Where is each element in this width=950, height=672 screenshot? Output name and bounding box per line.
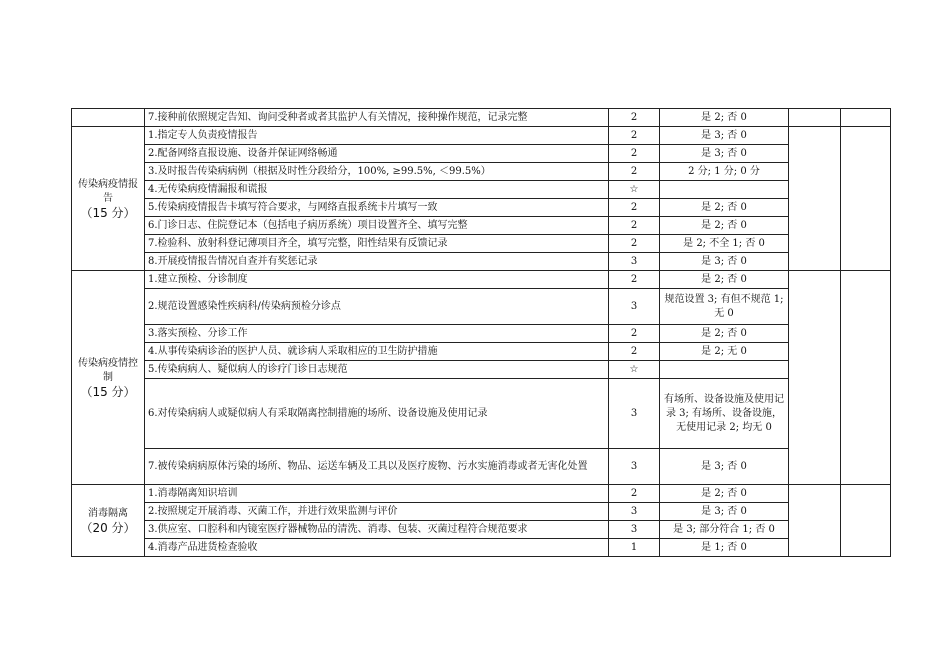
rule-cell: 是 2; 无 0 xyxy=(660,343,789,361)
score-cell: 3 xyxy=(609,289,660,325)
rule-cell: 是 2; 否 0 xyxy=(660,217,789,235)
table-row xyxy=(72,521,891,539)
score-cell: 3 xyxy=(609,379,660,449)
rule-cell: 是 3; 否 0 xyxy=(660,253,789,271)
score-cell: 2 xyxy=(609,343,660,361)
score-cell: 2 xyxy=(609,271,660,289)
rule-cell: 是 2; 否 0 xyxy=(660,325,789,343)
rule-cell: 是 2; 不全 1; 否 0 xyxy=(660,235,789,253)
rule-cell: 是 3; 否 0 xyxy=(660,145,789,163)
item-text: 7.接种前依照规定告知、询问受种者或者其监护人有关情况，接种操作规范，记录完整 xyxy=(145,109,609,127)
blank-cell xyxy=(841,127,891,271)
table-row xyxy=(72,379,891,449)
table-row xyxy=(72,271,891,289)
table-row xyxy=(72,145,891,163)
table-row xyxy=(72,199,891,217)
item-text: 3.落实预检、分诊工作 xyxy=(145,325,609,343)
item-text: 1.建立预检、分诊制度 xyxy=(145,271,609,289)
rule-cell: 是 3; 否 0 xyxy=(660,503,789,521)
table-row xyxy=(72,163,891,181)
score-cell: 2 xyxy=(609,325,660,343)
item-text: 5.传染病疫情报告卡填写符合要求，与网络直报系统卡片填写一致 xyxy=(145,199,609,217)
blank-cell xyxy=(841,109,891,127)
category-title: 传染病疫情报告 xyxy=(78,178,138,204)
score-cell: 2 xyxy=(609,199,660,217)
score-cell: 3 xyxy=(609,449,660,485)
score-cell: 1 xyxy=(609,539,660,557)
rule-cell: 是 2; 否 0 xyxy=(660,485,789,503)
rule-cell: 是 2; 否 0 xyxy=(660,109,789,127)
evaluation-table xyxy=(71,108,891,557)
rule-cell xyxy=(660,181,789,199)
score-cell: ☆ xyxy=(609,181,660,199)
score-cell: 2 xyxy=(609,163,660,181)
table-row xyxy=(72,485,891,503)
item-text: 6.门诊日志、住院登记本（包括电子病历系统）项目设置齐全、填写完整 xyxy=(145,217,609,235)
score-cell: 2 xyxy=(609,109,660,127)
score-cell: ☆ xyxy=(609,361,660,379)
score-cell: 3 xyxy=(609,521,660,539)
category-title: 消毒隔离 xyxy=(88,507,128,519)
rule-cell: 是 2; 否 0 xyxy=(660,271,789,289)
table-row xyxy=(72,539,891,557)
item-text: 1.指定专人负责疫情报告 xyxy=(145,127,609,145)
rule-cell: 是 2; 否 0 xyxy=(660,199,789,217)
item-text: 7.被传染病病原体污染的场所、物品、运送车辆及工具以及医疗废物、污水实施消毒或者无害化处置 xyxy=(145,449,609,485)
rule-cell: 有场所、设备设施及使用记录 3; 有场所、设备设施，无使用记录 2; 均无 0 xyxy=(660,379,789,449)
score-cell: 3 xyxy=(609,253,660,271)
item-text: 7.检验科、放射科登记薄项目齐全，填写完整，阳性结果有反馈记录 xyxy=(145,235,609,253)
rule-cell: 规范设置 3; 有但不规范 1; 无 0 xyxy=(660,289,789,325)
score-cell: 2 xyxy=(609,485,660,503)
category-cell xyxy=(72,485,145,557)
item-text: 4.无传染病疫情漏报和谎报 xyxy=(145,181,609,199)
item-text: 1.消毒隔离知识培训 xyxy=(145,485,609,503)
category-points: （15 分） xyxy=(80,384,136,399)
item-text: 8.开展疫情报告情况自查并有奖惩记录 xyxy=(145,253,609,271)
category-cell xyxy=(72,127,145,271)
item-text: 6.对传染病病人或疑似病人有采取隔离控制措施的场所、设备设施及使用记录 xyxy=(145,379,609,449)
score-cell: 2 xyxy=(609,145,660,163)
score-cell: 2 xyxy=(609,217,660,235)
rule-cell: 是 3; 否 0 xyxy=(660,127,789,145)
blank-cell xyxy=(841,485,891,557)
item-text: 3.供应室、口腔科和内镜室医疗器械物品的清洗、消毒、包装、灭菌过程符合规范要求 xyxy=(145,521,609,539)
table-row xyxy=(72,127,891,145)
item-text: 2.配备网络直报设施、设备并保证网络畅通 xyxy=(145,145,609,163)
item-text: 3.及时报告传染病病例（根据及时性分段给分，100%, ≥99.5%, ＜99.5%） xyxy=(145,163,609,181)
category-points: （20 分） xyxy=(80,520,136,535)
table-row xyxy=(72,361,891,379)
category-cell-empty xyxy=(72,109,145,127)
rule-cell: 是 1; 否 0 xyxy=(660,539,789,557)
category-cell xyxy=(72,271,145,485)
table-row xyxy=(72,503,891,521)
item-text: 5.传染病病人、疑似病人的诊疗门诊日志规范 xyxy=(145,361,609,379)
table-row xyxy=(72,289,891,325)
rule-cell: 2 分; 1 分; 0 分 xyxy=(660,163,789,181)
score-cell: 3 xyxy=(609,503,660,521)
table-row xyxy=(72,109,891,127)
rule-cell: 是 3; 否 0 xyxy=(660,449,789,485)
rule-cell xyxy=(660,361,789,379)
table-row xyxy=(72,181,891,199)
table-row xyxy=(72,253,891,271)
blank-cell xyxy=(789,127,841,271)
table-row xyxy=(72,235,891,253)
item-text: 2.按照规定开展消毒、灭菌工作，并进行效果监测与评价 xyxy=(145,503,609,521)
item-text: 4.从事传染病诊治的医护人员、就诊病人采取相应的卫生防护措施 xyxy=(145,343,609,361)
table-row xyxy=(72,325,891,343)
blank-cell xyxy=(789,271,841,485)
rule-cell: 是 3; 部分符合 1; 否 0 xyxy=(660,521,789,539)
category-title: 传染病疫情控制 xyxy=(78,357,138,383)
blank-cell xyxy=(789,485,841,557)
item-text: 4.消毒产品进货检查验收 xyxy=(145,539,609,557)
category-points: （15 分） xyxy=(80,205,136,220)
blank-cell xyxy=(841,271,891,485)
blank-cell xyxy=(789,109,841,127)
table-row xyxy=(72,449,891,485)
score-cell: 2 xyxy=(609,235,660,253)
item-text: 2.规范设置感染性疾病科/传染病预检分诊点 xyxy=(145,289,609,325)
score-cell: 2 xyxy=(609,127,660,145)
table-row xyxy=(72,343,891,361)
table-row xyxy=(72,217,891,235)
